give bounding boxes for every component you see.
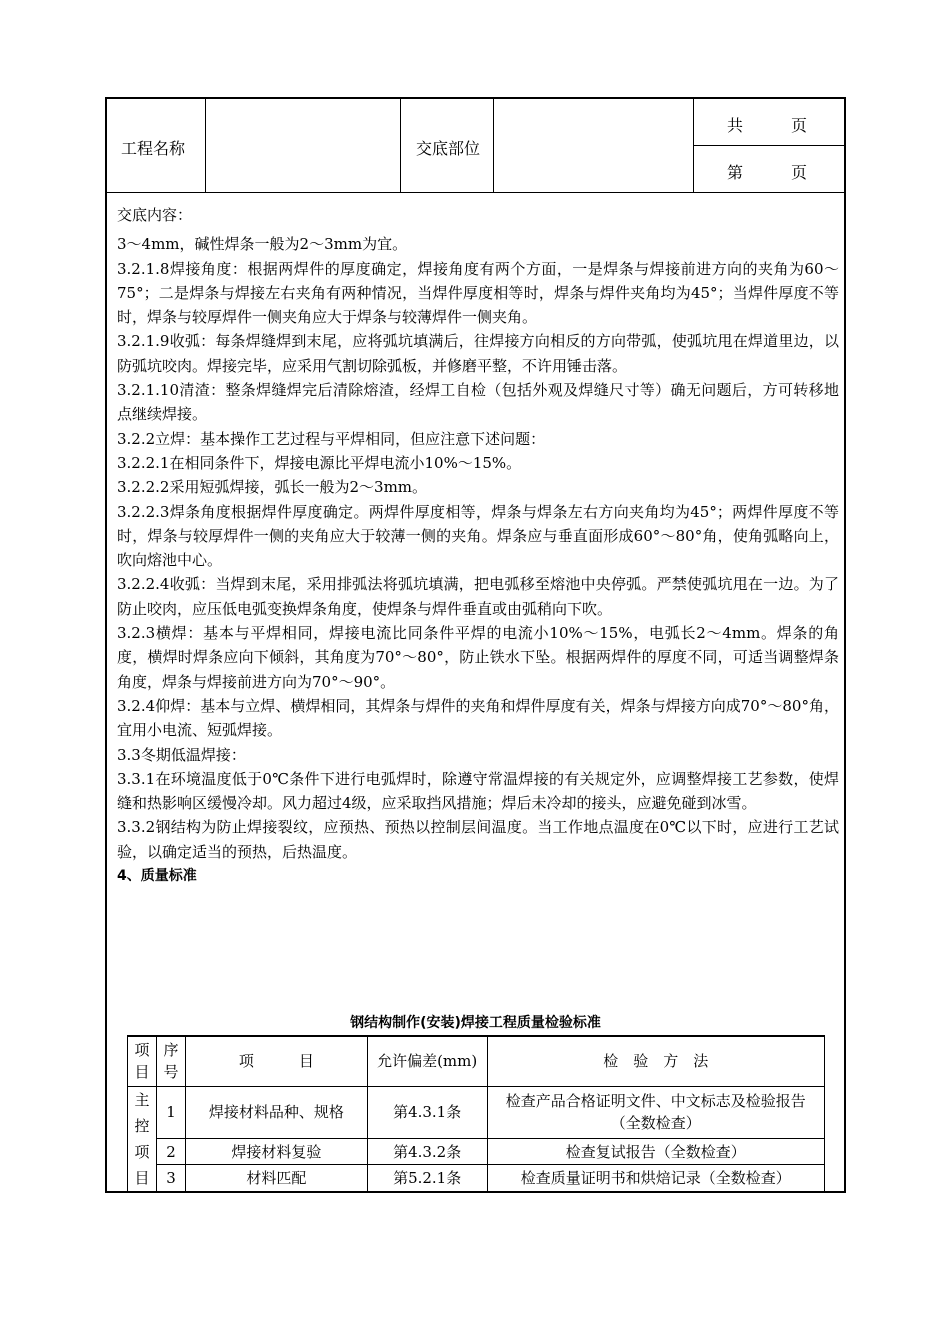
header-divider — [400, 99, 401, 192]
row-method: 检查质量证明书和烘焙记录（全数检查） — [487, 1165, 824, 1191]
section-heading: 4、质量标准 — [117, 868, 197, 885]
total-pages: 共 页 — [727, 116, 808, 135]
row-method: 检查复试报告（全数检查） — [487, 1139, 824, 1165]
row-tolerance: 第5.2.1条 — [367, 1165, 487, 1191]
content-paragraph: 3.2.2立焊：基本操作工艺过程与平焊相同，但应注意下述问题： — [117, 429, 546, 448]
row-method: 检查产品合格证明文件、中文标志及检验报告（全数检查） — [487, 1086, 824, 1139]
header-item: 项 目 — [185, 1036, 367, 1086]
table-title: 钢结构制作(安装)焊接工程质量检验标准 — [350, 1015, 601, 1031]
table-row — [128, 1139, 825, 1165]
content-paragraph: 3.3冬期低温焊接： — [117, 745, 246, 764]
header-divider — [693, 145, 844, 146]
table-header-row — [128, 1036, 825, 1086]
content-paragraph: 3～4mm，碱性焊条一般为2～3mm为宜。 — [117, 235, 408, 254]
content-label: 交底内容： — [117, 206, 193, 224]
row-seq: 3 — [156, 1165, 185, 1191]
handover-form — [105, 97, 846, 1193]
content-paragraph: 3.2.2.1在相同条件下，焊接电源比平焊电流小10%～15%。 — [117, 453, 522, 472]
content-paragraph: 3.2.1.10清渣：整条焊缝焊完后清除熔渣，经焊工自检（包括外观及焊缝尺寸等）确无问题后，方可转移地点继续焊接。 — [117, 381, 839, 424]
form-header — [107, 99, 844, 193]
table-row — [128, 1165, 825, 1191]
content-paragraph: 3.2.1.9收弧：每条焊缝焊到末尾，应将弧坑填满后，往焊接方向相反的方向带弧，使弧坑甩在焊道里边，以防弧坑咬肉。焊接完毕，应采用气割切除弧板，并修磨平整，不许用锤击落。 — [117, 332, 839, 375]
row-item: 焊接材料品种、规格 — [185, 1086, 367, 1139]
content-paragraph: 3.2.3横焊：基本与平焊相同，焊接电流比同条件平焊的电流小10%～15%，电弧长2～4mm。焊条的角度，横焊时焊条应向下倾斜，其角度为70°～80°，防止铁水下坠。根据两焊件的厚度不同，可适当调整焊条角度，焊条与焊接前进方向为70°～90°。 — [117, 624, 839, 691]
header-tolerance: 允许偏差(mm) — [367, 1036, 487, 1086]
row-tolerance: 第4.3.2条 — [367, 1139, 487, 1165]
header-seq: 序号 — [156, 1036, 185, 1086]
row-item: 材料匹配 — [185, 1165, 367, 1191]
row-item: 焊接材料复验 — [185, 1139, 367, 1165]
category-main-control: 主控项目 — [128, 1086, 157, 1191]
header-method: 检 验 方 法 — [487, 1036, 824, 1086]
handover-content — [117, 203, 839, 888]
content-paragraph: 3.2.2.2采用短弧焊接，弧长一般为2～3mm。 — [117, 478, 428, 497]
handover-part-label: 交底部位 — [416, 139, 481, 158]
content-paragraph: 3.2.2.3焊条角度根据焊件厚度确定。两焊件厚度相等，焊条与焊条左右方向夹角均为45°；两焊件厚度不等时，焊条与较厚焊件一侧的夹角应大于较薄一侧的夹角。焊条应与垂直面形成60°～80°角，使角弧略向上，吹向熔池中心。 — [117, 502, 839, 570]
content-paragraph: 3.3.2钢结构为防止焊接裂纹，应预热、预热以控制层间温度。当工作地点温度在0℃以下时，应进行工艺试验，以确定适当的预热，后热温度。 — [117, 818, 839, 861]
header-category: 项目 — [128, 1036, 157, 1086]
page-number: 第 页 — [727, 163, 808, 182]
content-paragraph: 3.2.1.8焊接角度：根据两焊件的厚度确定，焊接角度有两个方面，一是焊条与焊接前进方向的夹角为60～75°；二是焊条与焊接左右夹角有两种情况，当焊件厚度相等时，焊条与焊件夹角均为45°；当焊件厚度不等时，焊条与较厚焊件一侧夹角应大于焊条与较薄焊件一侧夹角。 — [117, 259, 839, 327]
row-seq: 2 — [156, 1139, 185, 1165]
content-paragraph: 3.2.2.4收弧：当焊到末尾，采用排弧法将弧坑填满，把电弧移至熔池中央停弧。严禁使弧坑甩在一边。为了防止咬肉，应压低电弧变换焊条角度，使焊条与焊件垂直或由弧稍向下吹。 — [117, 575, 839, 618]
quality-standard-table — [127, 1035, 825, 1192]
project-name-label: 工程名称 — [121, 139, 186, 158]
row-seq: 1 — [156, 1086, 185, 1139]
row-tolerance: 第4.3.1条 — [367, 1086, 487, 1139]
content-paragraph: 3.3.1在环境温度低于0℃条件下进行电弧焊时，除遵守常温焊接的有关规定外，应调整焊接工艺参数，使焊缝和热影响区缓慢冷却。风力超过4级，应采取挡风措施；焊后未冷却的接头，应避免碰到冰雪。 — [117, 769, 839, 813]
table-row — [128, 1086, 825, 1139]
header-divider — [493, 99, 494, 192]
header-divider — [205, 99, 206, 192]
content-paragraph: 3.2.4仰焊：基本与立焊、横焊相同，其焊条与焊件的夹角和焊件厚度有关，焊条与焊接方向成70°～80°角，宜用小电流、短弧焊接。 — [117, 696, 839, 740]
